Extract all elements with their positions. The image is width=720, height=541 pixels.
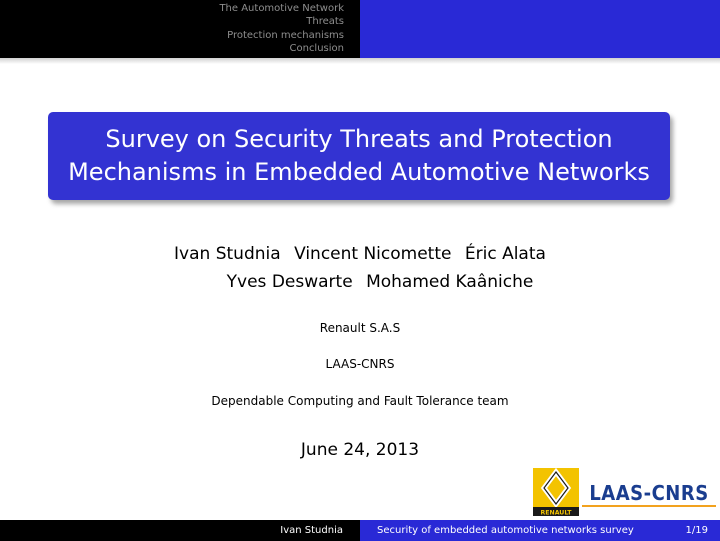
- title-line-1: Survey on Security Threats and Protection: [105, 125, 613, 153]
- laas-logo-underline: [582, 505, 716, 507]
- footer-title-block: [360, 520, 720, 541]
- footer-author: Ivan Studnia: [280, 525, 343, 536]
- nav-section-conclusion[interactable]: Conclusion: [289, 42, 344, 54]
- renault-label-text: RENAULT: [540, 509, 572, 516]
- footer-page-number: 1/19: [685, 525, 708, 536]
- nav-section-protection-mechanisms[interactable]: Protection mechanisms: [227, 29, 344, 41]
- authors-row-1: [0, 244, 720, 264]
- author-name: Mohamed Kaâniche: [366, 272, 534, 292]
- top-navigation-bar: [0, 0, 720, 58]
- footer-short-title: Security of embedded automotive networks survey: [377, 525, 634, 536]
- topbar-shadow: [0, 58, 720, 64]
- section-navigation: [0, 0, 360, 58]
- nav-section-threats[interactable]: Threats: [306, 16, 344, 28]
- section-list: [219, 2, 344, 55]
- author-name: Yves Deswarte: [226, 272, 353, 292]
- authors-row-2: [20, 272, 720, 292]
- title-box: [48, 112, 670, 200]
- author-name: Éric Alata: [464, 244, 546, 264]
- institute-laas: LAAS-CNRS: [325, 357, 395, 371]
- institute-team: Dependable Computing and Fault Tolerance team: [211, 394, 509, 408]
- footer-author-block: [0, 520, 360, 541]
- laas-cnrs-logo: [580, 480, 718, 506]
- nav-section-automotive-network[interactable]: The Automotive Network: [219, 3, 344, 14]
- author-name: Vincent Nicomette: [294, 244, 452, 264]
- laas-logo-text: LAAS-CNRS: [589, 481, 709, 505]
- subsection-navigation: [360, 0, 720, 58]
- institute-renault: Renault S.A.S: [319, 321, 401, 335]
- author-name: Ivan Studnia: [174, 244, 281, 264]
- title-line-2: Mechanisms in Embedded Automotive Networks: [68, 158, 650, 186]
- footer-bar: [0, 520, 720, 541]
- renault-logo-icon: [533, 468, 579, 516]
- presentation-date: June 24, 2013: [300, 440, 420, 460]
